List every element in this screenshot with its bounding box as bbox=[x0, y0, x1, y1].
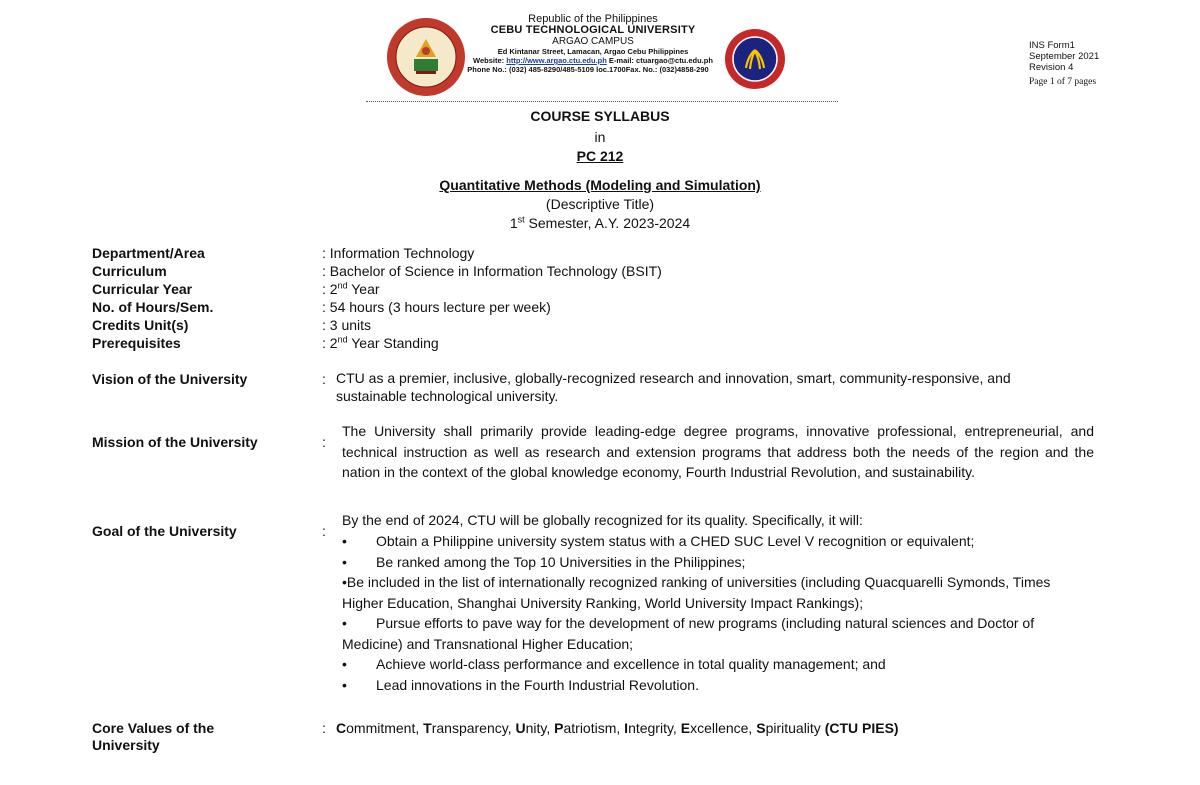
semester-text: 1st Semester, A.Y. 2023-2024 bbox=[509, 214, 691, 231]
republic-text: Republic of the Philippines bbox=[528, 13, 658, 25]
department-label: Department/Area bbox=[92, 245, 205, 261]
descriptive-title-label: (Descriptive Title) bbox=[545, 196, 655, 212]
university-seal bbox=[386, 17, 466, 97]
year-value: : 2nd Year bbox=[322, 280, 380, 297]
curriculum-value: : Bachelor of Science in Information Technology (BSIT) bbox=[322, 263, 662, 279]
credits-value: : 3 units bbox=[322, 317, 372, 333]
vision-text: CTU as a premier, inclusive, globally-recognized research and innovation, smart, community-responsive, and sustainable technological university. bbox=[336, 370, 1011, 404]
address-text: Ed Kintanar Street, Lamacan, Argao Cebu Philippines bbox=[497, 47, 689, 56]
goal-intro: By the end of 2024, CTU will be globally recognized for its quality. Specifically, it will: bbox=[342, 512, 863, 528]
university-header bbox=[467, 13, 716, 74]
email-label: E-mail: bbox=[608, 56, 634, 65]
core-values-text: Commitment, Transparency, Unity, Patriotism, Integrity, Excellence, Spirituality (CTU PIES) bbox=[336, 720, 899, 736]
syllabus-heading: COURSE SYLLABUS bbox=[530, 108, 670, 124]
prereq-label: Prerequisites bbox=[92, 335, 181, 351]
campus-name: ARGAO CAMPUS bbox=[552, 36, 634, 47]
department-value: : Information Technology bbox=[322, 245, 475, 261]
form-id: INS Form1 bbox=[1029, 40, 1075, 51]
header-divider bbox=[366, 101, 838, 102]
hours-value: : 54 hours (3 hours lecture per week) bbox=[322, 299, 551, 315]
hours-label: No. of Hours/Sem. bbox=[92, 299, 214, 315]
page-number: Page 1 of 7 pages bbox=[1029, 77, 1097, 87]
prereq-value: : 2nd Year Standing bbox=[322, 334, 439, 351]
form-info bbox=[1029, 40, 1099, 88]
phone-text: Phone No.: (032) 485-8290/485-5109 loc.1700Fax. No.: (032)4858-290 bbox=[467, 65, 709, 74]
mission-label: Mission of the University bbox=[92, 434, 258, 450]
curriculum-label: Curriculum bbox=[92, 263, 167, 279]
in-text: in bbox=[594, 129, 606, 145]
vision-label: Vision of the University bbox=[92, 371, 248, 387]
email-text: ctuargao@ctu.edu.ph bbox=[636, 56, 713, 65]
vision-colon: : bbox=[322, 371, 326, 387]
website-label: Website: bbox=[473, 56, 505, 65]
goal-item-4: • Pursue efforts to pave way for the development of new programs (including natural sciences and Doctor of Medicine) and Transnational Higher Education; bbox=[342, 615, 1035, 652]
goal-item-2: • Be ranked among the Top 10 Universities in the Philippines; bbox=[342, 554, 746, 570]
asean-logo bbox=[724, 28, 786, 90]
mission-colon: : bbox=[322, 434, 326, 450]
course-code: PC 212 bbox=[576, 148, 624, 164]
mission-text: The University shall primarily provide leading-edge degree programs, innovative professional, entrepreneurial, and technical instruction as well as research and extension programs that address both the needs of the region and the nation in the context of the global knowledge economy, Fourth Industrial Revolution, and sustainability. bbox=[342, 423, 1094, 480]
goal-item-6: • Lead innovations in the Fourth Industrial Revolution. bbox=[342, 677, 699, 693]
goal-label: Goal of the University bbox=[92, 523, 237, 539]
website-link[interactable]: http://www.argao.ctu.edu.ph bbox=[506, 56, 607, 65]
goal-colon: : bbox=[322, 523, 326, 539]
goal-item-1: • Obtain a Philippine university system status with a CHED SUC Level V recognition or equivalent; bbox=[342, 533, 975, 549]
year-label: Curricular Year bbox=[92, 281, 193, 297]
credits-label: Credits Unit(s) bbox=[92, 317, 189, 333]
core-values-acronym: (CTU PIES) bbox=[824, 720, 899, 736]
core-values-label: Core Values of the University bbox=[92, 720, 215, 753]
contact-line bbox=[470, 56, 716, 65]
course-title: Quantitative Methods (Modeling and Simulation) bbox=[439, 177, 761, 193]
form-date: September 2021 bbox=[1029, 51, 1100, 62]
core-values-colon: : bbox=[322, 720, 326, 736]
university-name: CEBU TECHNOLOGICAL UNIVERSITY bbox=[490, 24, 696, 36]
goal-item-5: • Achieve world-class performance and excellence in total quality management; and bbox=[342, 656, 886, 672]
form-revision: Revision 4 bbox=[1029, 62, 1074, 73]
goal-item-3: •Be included in the list of internationally recognized ranking of universities (including Quacquarelli Symonds, Times Higher Education, Shanghai University Ranking, World University Impact Rankings); bbox=[342, 574, 1051, 611]
